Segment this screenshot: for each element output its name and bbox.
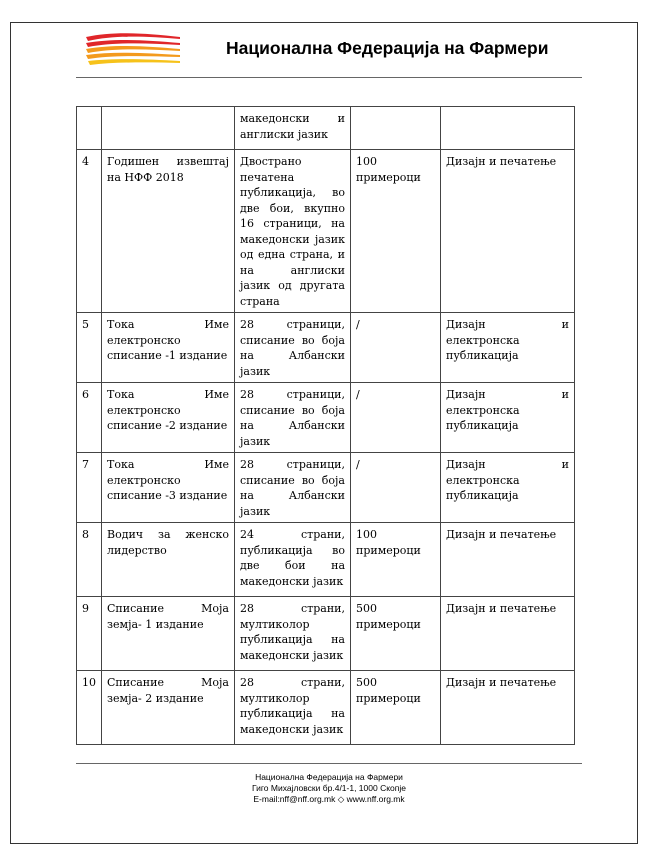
footer-email: E-mail:nff@nff.org.mk <box>253 794 336 804</box>
header-divider <box>76 77 582 78</box>
row-number: 10 <box>77 671 102 745</box>
table-row <box>77 313 575 383</box>
footer-address: Гиго Михајловски бр.4/1-1, 1000 Скопје <box>252 783 406 793</box>
publication-quantity: 500 примероци <box>351 671 441 745</box>
publication-service <box>441 107 575 150</box>
publication-name: Водич за женско лидерство <box>102 523 235 597</box>
publication-name <box>102 107 235 150</box>
row-number: 7 <box>77 453 102 523</box>
publication-description: Двострано печатена публикација, во две бои, вкупно 16 страници, на македонски јазик од една страна, и на англиски јазик од другата страна <box>235 150 351 313</box>
publication-service: Дизајн и печатење <box>441 597 575 671</box>
publication-service: Дизајн и печатење <box>441 150 575 313</box>
organization-title: Национална Федерација на Фармери <box>226 38 549 58</box>
page-header <box>76 28 584 78</box>
diamond-separator-icon: ◇ <box>337 794 345 804</box>
publication-quantity: / <box>351 453 441 523</box>
publication-service: Дизајн и електронска публикација <box>441 313 575 383</box>
table-row <box>77 383 575 453</box>
publication-name: Годишен извештај на НФФ 2018 <box>102 150 235 313</box>
table-row <box>77 597 575 671</box>
publications-table <box>76 106 575 745</box>
nff-logo-icon <box>84 31 182 69</box>
table-row <box>77 671 575 745</box>
footer-divider <box>76 763 582 764</box>
publication-name: Тока Име електронско списание -3 издание <box>102 453 235 523</box>
publication-service: Дизајн и електронска публикација <box>441 383 575 453</box>
publication-description: македонски и англиски јазик <box>235 107 351 150</box>
row-number: 6 <box>77 383 102 453</box>
table-row <box>77 453 575 523</box>
publication-description: 28 страни, мултиколор публикација на македонски јазик <box>235 597 351 671</box>
publication-name: Тока Име електронско списание -1 издание <box>102 313 235 383</box>
publication-name: Списание Моја земја- 2 издание <box>102 671 235 745</box>
row-number: 9 <box>77 597 102 671</box>
row-number <box>77 107 102 150</box>
row-number: 5 <box>77 313 102 383</box>
table-row <box>77 107 575 150</box>
publication-quantity <box>351 107 441 150</box>
publication-quantity: / <box>351 383 441 453</box>
publication-quantity: 500 примероци <box>351 597 441 671</box>
publication-service: Дизајн и печатење <box>441 523 575 597</box>
publication-description: 28 страници, списание во боја на Албански јазик <box>235 383 351 453</box>
publication-name: Списание Моја земја- 1 издание <box>102 597 235 671</box>
footer-contact <box>76 794 582 805</box>
table-row <box>77 523 575 597</box>
table-row <box>77 150 575 313</box>
footer-website: www.nff.org.mk <box>346 794 405 804</box>
page-footer <box>76 772 582 805</box>
publication-service: Дизајн и печатење <box>441 671 575 745</box>
publication-description: 28 страни, мултиколор публикација на македонски јазик <box>235 671 351 745</box>
publication-description: 24 страни, публикација во две бои на македонски јазик <box>235 523 351 597</box>
publication-name: Тока Име електронско списание -2 издание <box>102 383 235 453</box>
footer-org-name: Национална Федерација на Фармери <box>255 772 403 782</box>
publication-quantity: 100 примероци <box>351 150 441 313</box>
publication-service: Дизајн и електронска публикација <box>441 453 575 523</box>
publication-description: 28 страници, списание во боја на Албански јазик <box>235 313 351 383</box>
row-number: 4 <box>77 150 102 313</box>
row-number: 8 <box>77 523 102 597</box>
publication-description: 28 страници, списание во боја на Албански јазик <box>235 453 351 523</box>
publication-quantity: 100 примероци <box>351 523 441 597</box>
publication-quantity: / <box>351 313 441 383</box>
